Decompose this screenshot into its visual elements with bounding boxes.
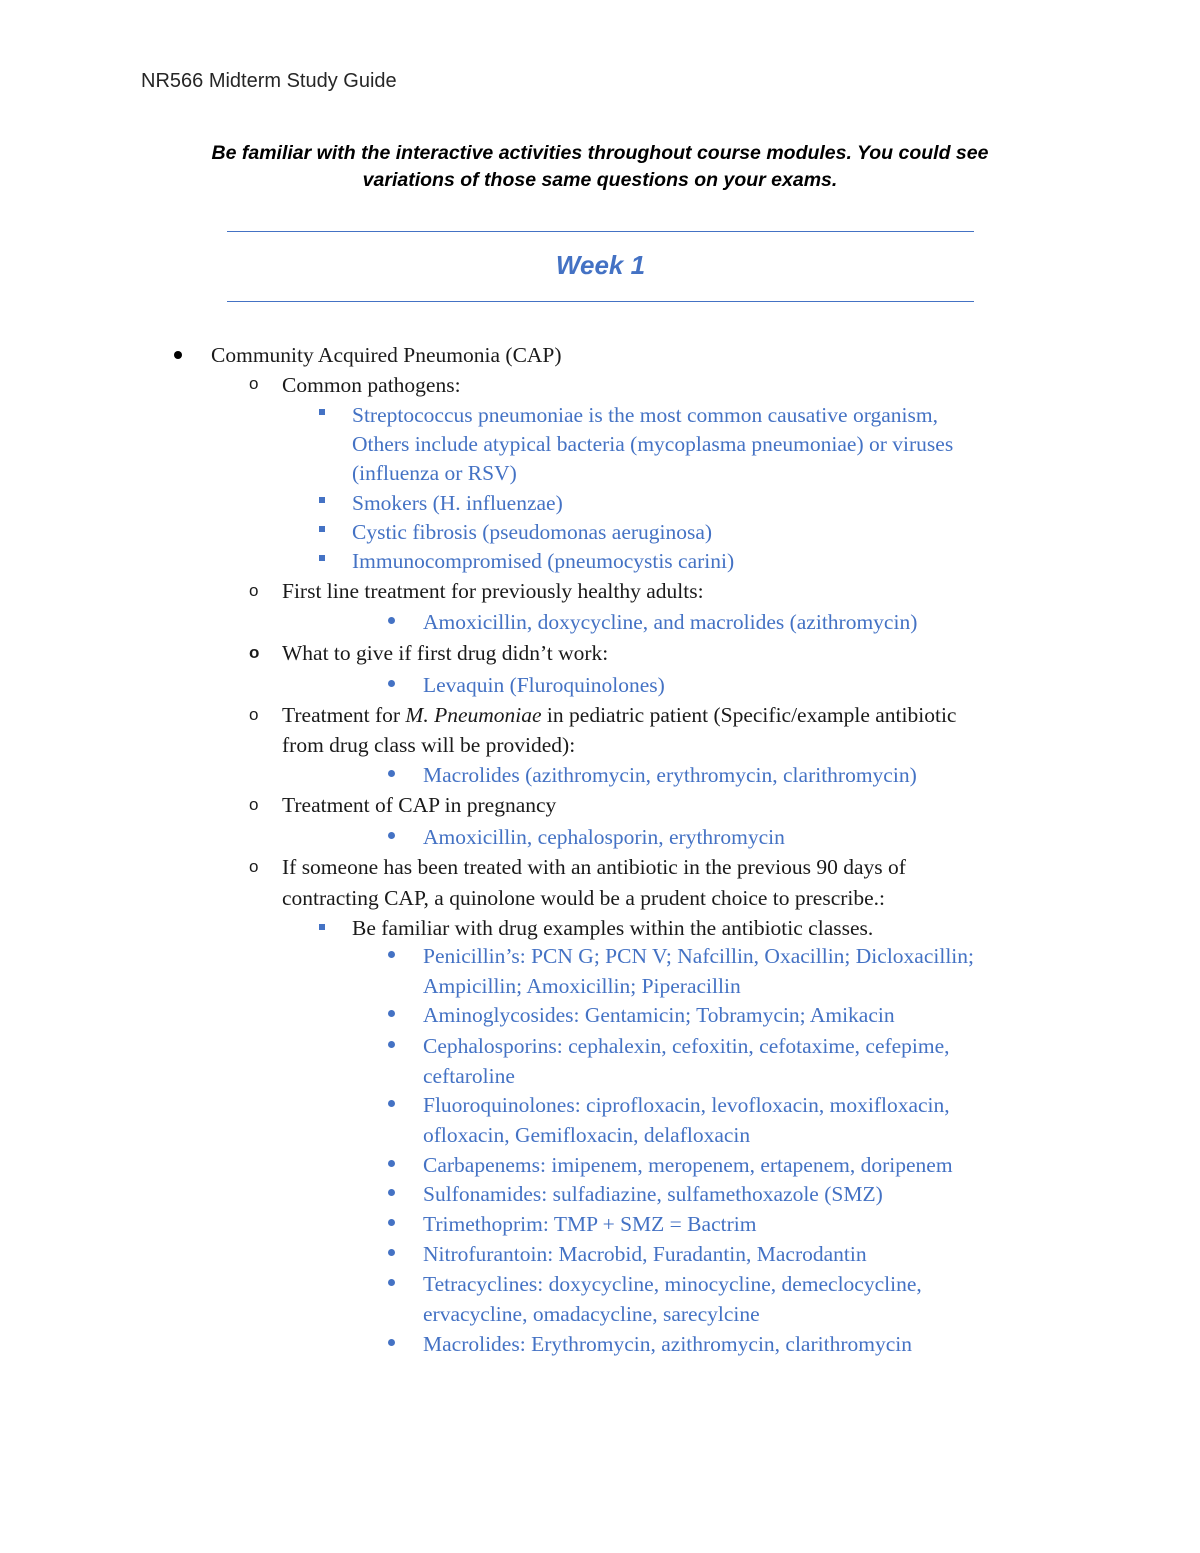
bullet-dot-icon xyxy=(388,1100,395,1107)
bullet-square-icon xyxy=(319,409,325,415)
second-line-answer: Levaquin (Fluroquinolones) xyxy=(423,673,665,697)
bullet-circle-icon: o xyxy=(249,581,259,600)
prior-antibiotic-line-1: If someone has been treated with an antibiotic in the previous 90 days of xyxy=(282,855,906,879)
pathogen-item-4: Immunocompromised (pneumocystis carini) xyxy=(352,549,735,573)
first-line-label: First line treatment for previously healthy adults: xyxy=(282,579,704,603)
pediatric-label-line-2: from drug class will be provided): xyxy=(282,733,576,757)
intro-note xyxy=(150,140,1050,194)
bullet-square-icon xyxy=(319,526,325,532)
bullet-dot-icon xyxy=(388,1160,395,1167)
pathogen-item-3: Cystic fibrosis (pseudomonas aeruginosa) xyxy=(352,520,713,544)
bullet-dot-icon xyxy=(388,832,395,839)
bullet-dot-icon xyxy=(174,351,182,359)
bullet-dot-icon xyxy=(388,951,395,958)
bullet-square-icon xyxy=(319,924,325,930)
class-macrolides: Macrolides: Erythromycin, azithromycin, clarithromycin xyxy=(423,1332,912,1356)
bullet-circle-icon: o xyxy=(249,795,259,814)
class-penicillins-line-2: Ampicillin; Amoxicillin; Piperacillin xyxy=(423,974,741,998)
prior-antibiotic-line-2: contracting CAP, a quinolone would be a prudent choice to prescribe.: xyxy=(282,886,886,910)
bullet-dot-icon xyxy=(388,1041,395,1048)
bullet-square-icon xyxy=(319,555,325,561)
bullet-dot-icon xyxy=(388,770,395,777)
class-cephalosporins-line-1: Cephalosporins: cephalexin, cefoxitin, cefotaxime, cefepime, xyxy=(423,1034,950,1058)
heading-rule-top xyxy=(227,231,974,232)
classes-label: Be familiar with drug examples within the antibiotic classes. xyxy=(352,916,874,940)
class-sulfonamides: Sulfonamides: sulfadiazine, sulfamethoxazole (SMZ) xyxy=(423,1182,883,1206)
pathogen-item-1-line-3: (influenza or RSV) xyxy=(352,461,517,485)
pathogens-label: Common pathogens: xyxy=(282,373,461,397)
pediatric-answer: Macrolides (azithromycin, erythromycin, clarithromycin) xyxy=(423,763,917,787)
class-aminoglycosides: Aminoglycosides: Gentamicin; Tobramycin; Amikacin xyxy=(423,1003,895,1027)
class-trimethoprim: Trimethoprim: TMP + SMZ = Bactrim xyxy=(423,1212,757,1236)
bullet-circle-icon: o xyxy=(249,705,259,724)
pediatric-label-post: in pediatric patient (Specific/example antibiotic xyxy=(541,703,957,727)
pathogen-item-1-line-2: Others include atypical bacteria (mycoplasma pneumoniae) or viruses xyxy=(352,432,954,456)
bullet-dot-icon xyxy=(388,1219,395,1226)
pregnancy-label: Treatment of CAP in pregnancy xyxy=(282,793,557,817)
class-fluoroquinolones-line-2: ofloxacin, Gemifloxacin, delafloxacin xyxy=(423,1123,751,1147)
first-line-answer: Amoxicillin, doxycycline, and macrolides (azithromycin) xyxy=(423,610,918,634)
pediatric-label-organism: M. Pneumoniae xyxy=(405,703,542,727)
class-carbapenems: Carbapenems: imipenem, meropenem, ertapenem, doripenem xyxy=(423,1153,953,1177)
document-header: NR566 Midterm Study Guide xyxy=(141,70,397,92)
bullet-circle-icon: o xyxy=(249,643,260,662)
bullet-circle-icon: o xyxy=(249,857,259,876)
class-penicillins-line-1: Penicillin’s: PCN G; PCN V; Nafcillin, Oxacillin; Dicloxacillin; xyxy=(423,944,975,968)
bullet-dot-icon xyxy=(388,1279,395,1286)
class-fluoroquinolones-line-1: Fluoroquinolones: ciprofloxacin, levofloxacin, moxifloxacin, xyxy=(423,1093,950,1117)
bullet-dot-icon xyxy=(388,1189,395,1196)
class-tetracyclines-line-1: Tetracyclines: doxycycline, minocycline, demeclocycline, xyxy=(423,1272,922,1296)
bullet-dot-icon xyxy=(388,1339,395,1346)
intro-line-1: Be familiar with the interactive activities throughout course modules. You could see xyxy=(211,142,989,164)
bullet-square-icon xyxy=(319,497,325,503)
heading-rule-bottom xyxy=(227,301,974,302)
bullet-dot-icon xyxy=(388,1249,395,1256)
pathogen-item-2: Smokers (H. influenzae) xyxy=(352,491,563,515)
topic-title: Community Acquired Pneumonia (CAP) xyxy=(211,343,562,367)
intro-line-2: variations of those same questions on your exams. xyxy=(362,169,838,191)
bullet-dot-icon xyxy=(388,680,395,687)
pathogen-item-1-line-1: Streptococcus pneumoniae is the most common causative organism, xyxy=(352,403,938,427)
bullet-dot-icon xyxy=(388,617,395,624)
class-nitrofurantoin: Nitrofurantoin: Macrobid, Furadantin, Macrodantin xyxy=(423,1242,867,1266)
class-tetracyclines-line-2: ervacycline, omadacycline, sarecylcine xyxy=(423,1302,760,1326)
bullet-circle-icon: o xyxy=(249,374,259,393)
pediatric-label-line-1 xyxy=(282,701,956,730)
pediatric-label-pre: Treatment for xyxy=(282,703,406,727)
week-heading: Week 1 xyxy=(555,250,646,280)
second-line-label: What to give if first drug didn’t work: xyxy=(282,641,609,665)
pregnancy-answer: Amoxicillin, cephalosporin, erythromycin xyxy=(423,825,785,849)
class-cephalosporins-line-2: ceftaroline xyxy=(423,1064,515,1088)
bullet-dot-icon xyxy=(388,1010,395,1017)
